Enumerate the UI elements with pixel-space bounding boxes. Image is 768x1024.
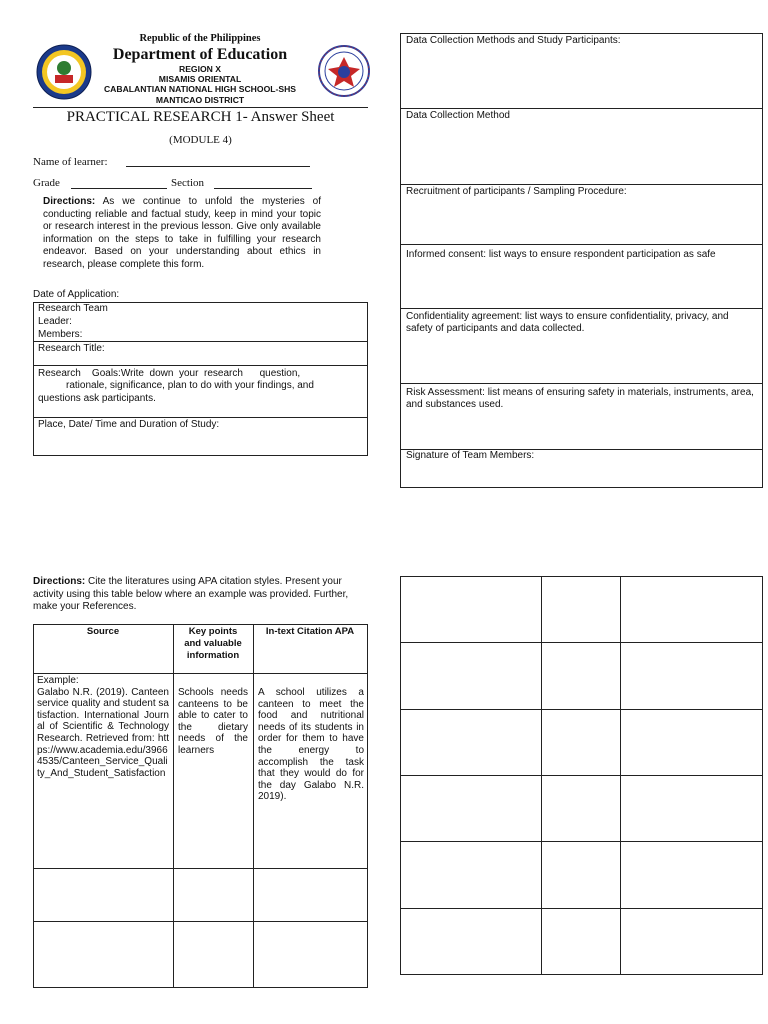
region-line: REGION X xyxy=(178,64,222,74)
research-title-field[interactable]: Research Title: xyxy=(38,343,105,354)
row-divider xyxy=(33,365,368,366)
date-of-application-label: Date of Application: xyxy=(33,289,120,300)
row-divider xyxy=(400,642,763,643)
name-label: Name of learner: xyxy=(33,156,108,168)
sheet-title: PRACTICAL RESEARCH 1- Answer Sheet xyxy=(66,109,335,125)
directions-label: Directions: xyxy=(43,196,96,207)
school-seal-icon xyxy=(36,44,92,100)
recruitment-field[interactable]: Recruitment of participants / Sampling Procedure: xyxy=(406,186,627,197)
citation-directions xyxy=(33,576,365,614)
department-line: Department of Education xyxy=(112,46,288,63)
row-divider xyxy=(400,108,763,109)
research-goals-line1: Research Goals:Write down your research question, xyxy=(38,368,301,379)
section-label: Section xyxy=(171,177,204,189)
place-date-field[interactable]: Place, Date/ Time and Duration of Study: xyxy=(38,419,220,430)
district-line: MANTICAO DISTRICT xyxy=(155,95,245,105)
row-divider xyxy=(400,775,763,776)
header-source: Source xyxy=(86,626,120,637)
example-source-text: Galabo N.R. (2019). Canteen service quality and student satisfaction. International Journal of Scientific & Technology Research. Retrieved from: https://www.academia.edu/39664535/Canteen_Service_Quality_And_Student_Satisfaction xyxy=(37,686,169,779)
confidentiality-field[interactable]: Confidentiality agreement: list ways to ensure confidentiality, privacy, and safety of participants and data collected. xyxy=(406,311,729,334)
row-divider xyxy=(33,417,368,418)
row-divider xyxy=(400,383,763,384)
name-field[interactable] xyxy=(33,156,108,168)
leader-field[interactable]: Leader: xyxy=(38,316,72,327)
example-source-cell xyxy=(37,675,169,779)
row-divider xyxy=(400,841,763,842)
header-key-points: Key points and valuable information xyxy=(184,626,242,661)
name-blank[interactable] xyxy=(126,166,310,167)
row-divider xyxy=(33,868,368,869)
row-divider xyxy=(400,244,763,245)
example-label: Example: xyxy=(37,675,79,686)
row-divider xyxy=(33,673,368,674)
example-keypoints-cell: Schools needs canteens to be able to cater to the dietary needs of the learners xyxy=(178,687,248,756)
school-line: CABALANTIAN NATIONAL HIGH SCHOOL-SHS xyxy=(103,84,297,94)
directions-label: Directions: xyxy=(33,576,86,587)
header-divider xyxy=(33,107,368,108)
research-team-label: Research Team xyxy=(38,303,108,314)
directions-text: Cite the literatures using APA citation styles. Present your activity using this table below where an example was provided. Further, make your References. xyxy=(33,576,349,612)
data-collection-method-field[interactable]: Data Collection Method xyxy=(406,110,510,121)
example-citation-cell: A school utilizes a canteen to meet the food and nutritional needs of its students in order for them to have the energy to accomplish the task that they would do for the day Galabo N.R. 2019). xyxy=(258,687,364,803)
col-divider xyxy=(173,624,174,988)
grade-blank[interactable] xyxy=(71,188,167,189)
header-in-text-citation: In-text Citation APA xyxy=(265,626,355,637)
row-divider xyxy=(400,908,763,909)
directions-paragraph xyxy=(43,196,321,271)
row-divider xyxy=(33,921,368,922)
data-collection-methods-field[interactable]: Data Collection Methods and Study Participants: xyxy=(406,35,621,46)
col-divider xyxy=(253,624,254,988)
row-divider xyxy=(33,341,368,342)
grade-label: Grade xyxy=(33,177,60,189)
signature-field[interactable]: Signature of Team Members: xyxy=(406,450,535,461)
members-field[interactable]: Members: xyxy=(38,329,83,340)
research-goals-line3: questions ask participants. xyxy=(38,393,156,404)
deped-seal-icon xyxy=(318,45,370,97)
section-blank[interactable] xyxy=(214,188,312,189)
row-divider xyxy=(400,184,763,185)
directions-text: As we continue to unfold the mysteries of conducting reliable and factual study, keep in mind your topic or research interest in the previous lesson. Give only available information on the steps to take in fulfilling your research endeavor. Based on your understanding about ethics in research, please complete this form. xyxy=(43,196,321,270)
research-goals-line2: rationale, significance, plan to do with your findings, and xyxy=(66,380,314,391)
risk-assessment-field[interactable]: Risk Assessment: list means of ensuring safety in materials, instruments, area, and substances used. xyxy=(406,387,754,410)
province-line: MISAMIS ORIENTAL xyxy=(158,74,242,84)
informed-consent-field[interactable]: Informed consent: list ways to ensure respondent participation as safe xyxy=(406,249,716,260)
row-divider xyxy=(400,308,763,309)
module-label: (MODULE 4) xyxy=(169,134,232,146)
republic-line: Republic of the Philippines xyxy=(139,33,261,44)
row-divider xyxy=(400,709,763,710)
